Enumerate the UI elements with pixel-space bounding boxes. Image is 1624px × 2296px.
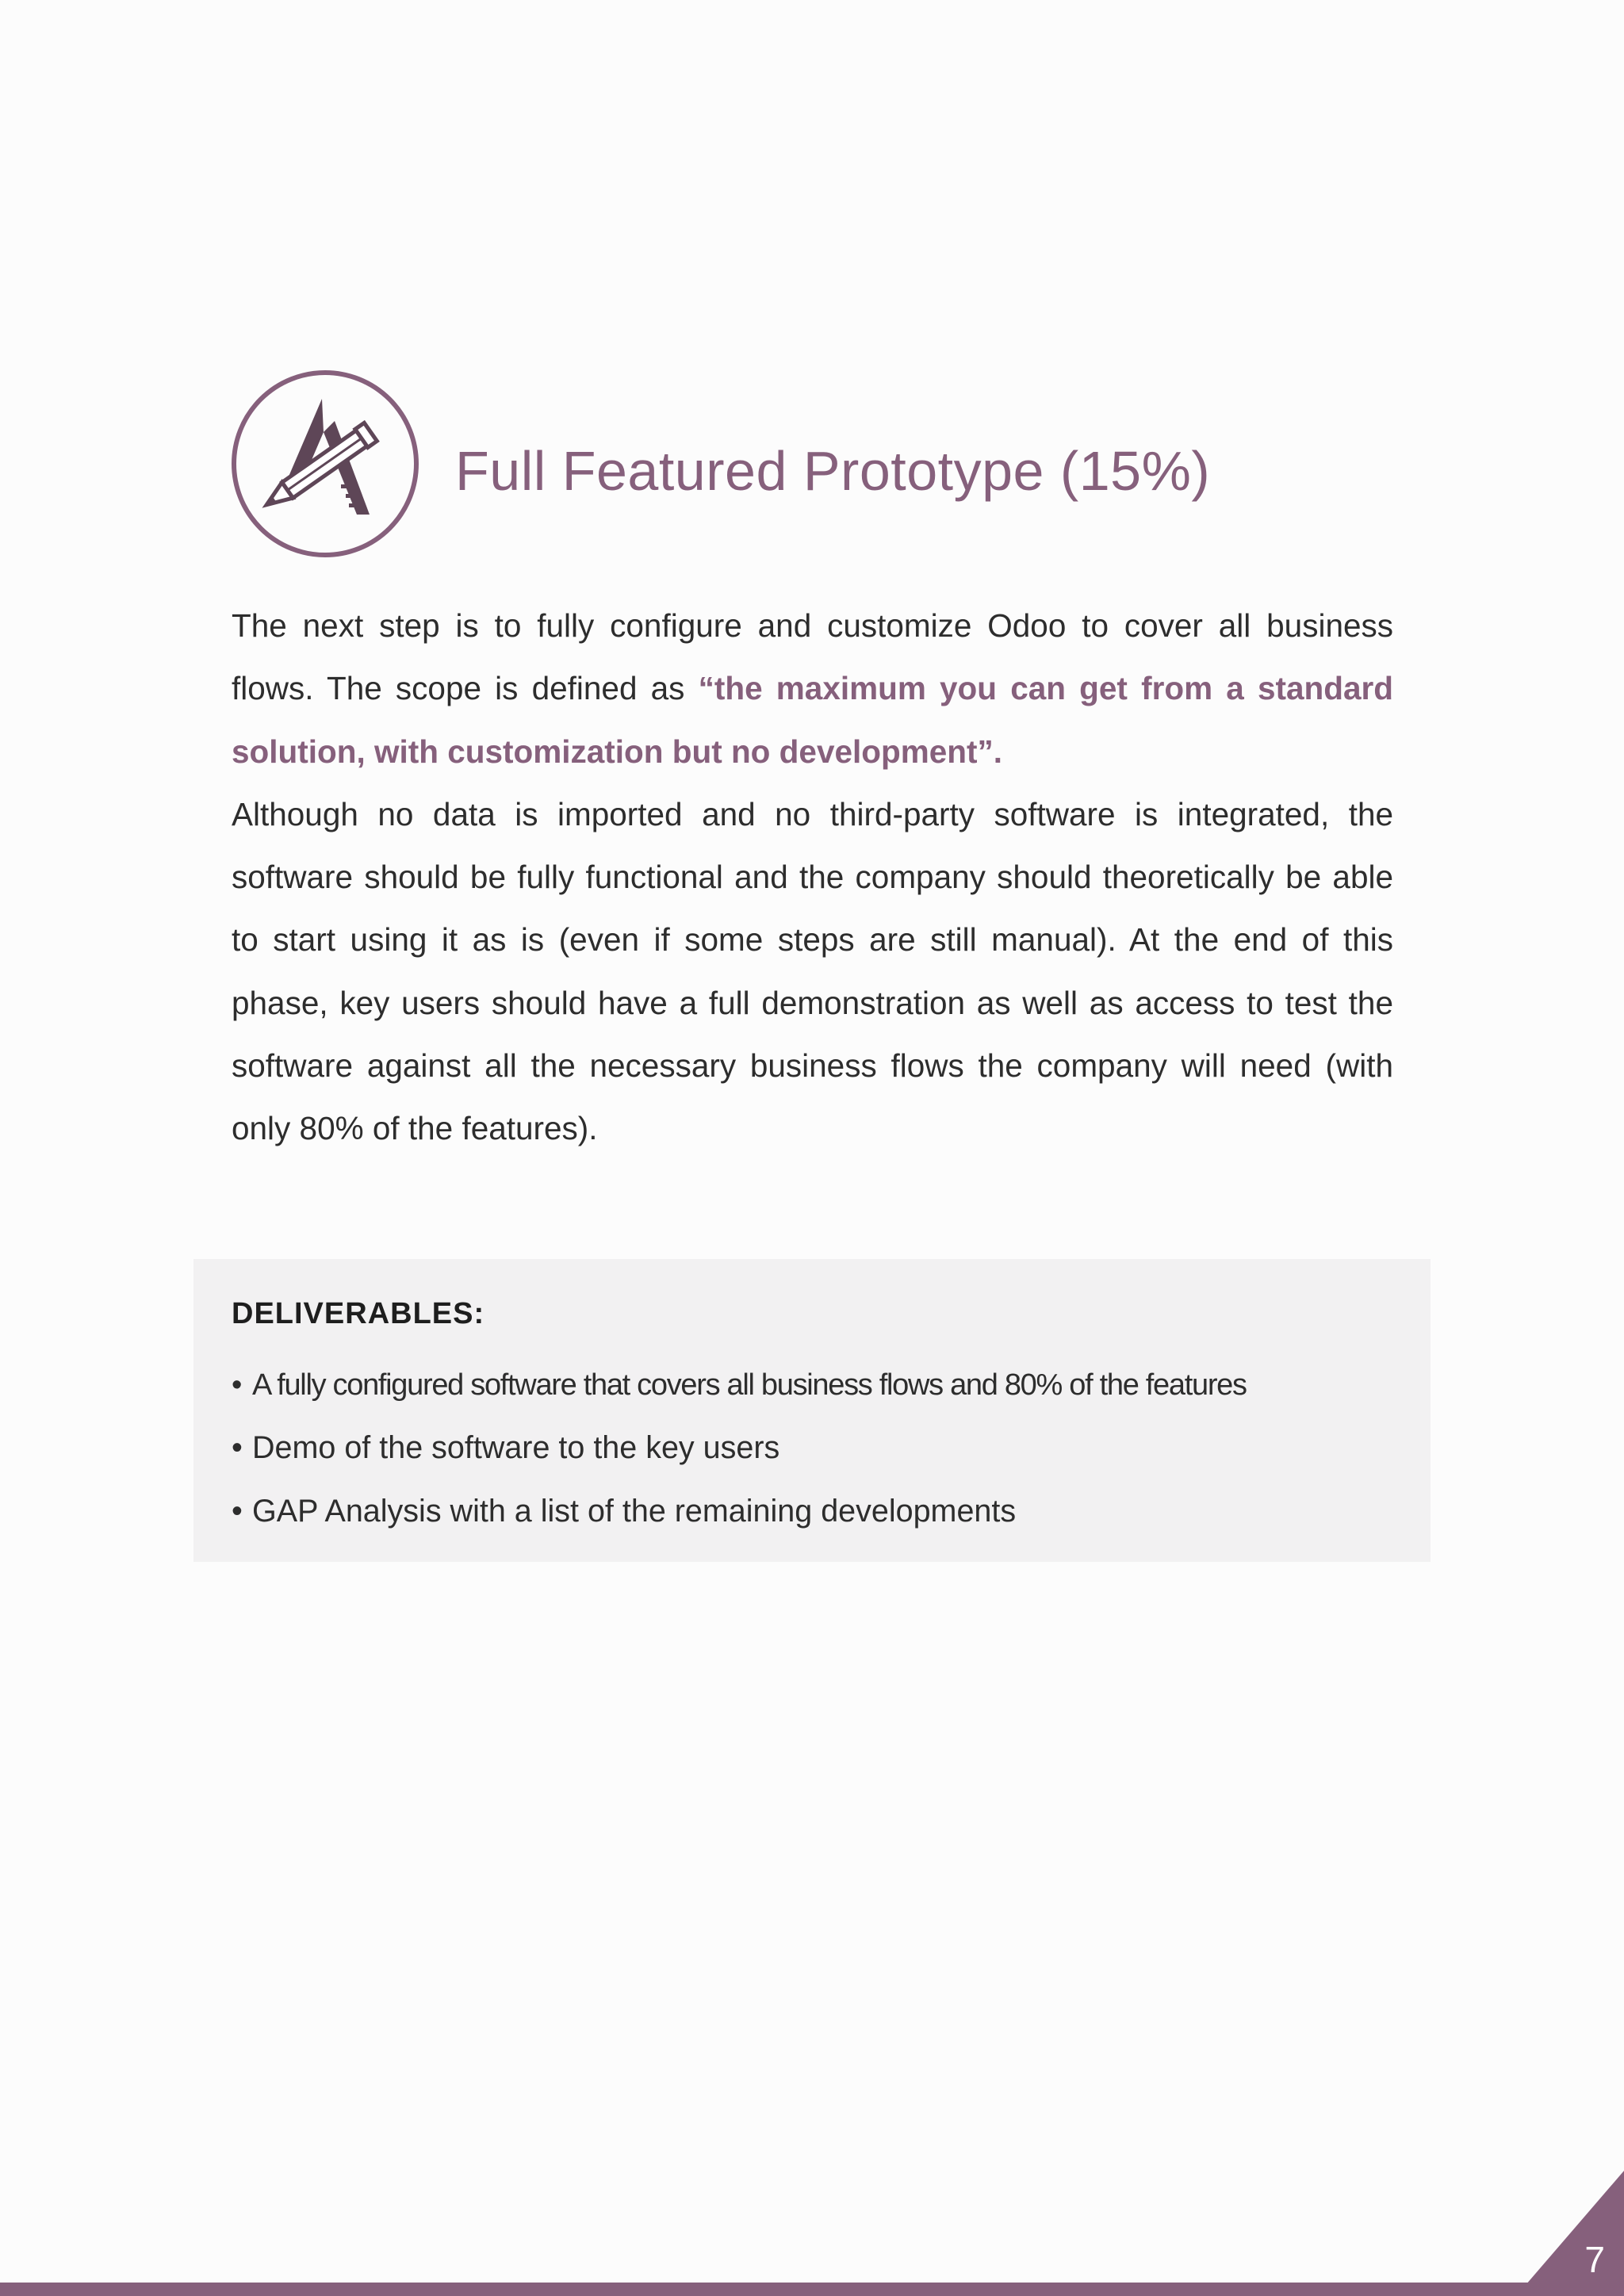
page-corner-decoration [1516, 2171, 1624, 2296]
intro-paragraph [232, 595, 1393, 783]
page-number: 7 [1584, 2239, 1605, 2280]
scope-emphasis-text: “the maximum you can get from a standard solution, with customization but no development”. [232, 670, 1394, 770]
list-item-text: Demo of the software to the key users [252, 1430, 780, 1466]
list-item-text: GAP Analysis with a list of the remaining developments [252, 1493, 1017, 1529]
list-item [232, 1354, 1405, 1417]
list-item-text: A fully configured software that covers all business flows and 80% of the features [252, 1368, 1247, 1402]
deliverables-box [193, 1259, 1431, 1562]
bullet-icon: • [232, 1368, 242, 1402]
bullet-icon: • [232, 1430, 243, 1466]
ruler-pencil-icon [230, 369, 420, 559]
list-item [232, 1417, 1405, 1479]
body-text [232, 595, 1393, 1161]
bullet-icon: • [232, 1493, 243, 1529]
deliverables-list [232, 1354, 1405, 1543]
list-item [232, 1480, 1405, 1543]
page-title: Full Featured Prototype (15%) [455, 440, 1211, 502]
footer-bar [0, 2283, 1624, 2296]
deliverables-heading: DELIVERABLES: [232, 1297, 485, 1330]
intro-lead-text: The next step is to fully configure and customize Odoo to cover all business flows. The scope is defined as [232, 607, 1393, 707]
phase-description-paragraph: Although no data is imported and no third-party software is integrated, the software should be fully functional and the company should theoretically be able to start using it as is (even if some steps are still manual). At the end of this phase, key users should have a full demonstration as well as access to test the software against all the necessary business flows the company will need (with only 80% of the features). [232, 795, 1393, 1147]
